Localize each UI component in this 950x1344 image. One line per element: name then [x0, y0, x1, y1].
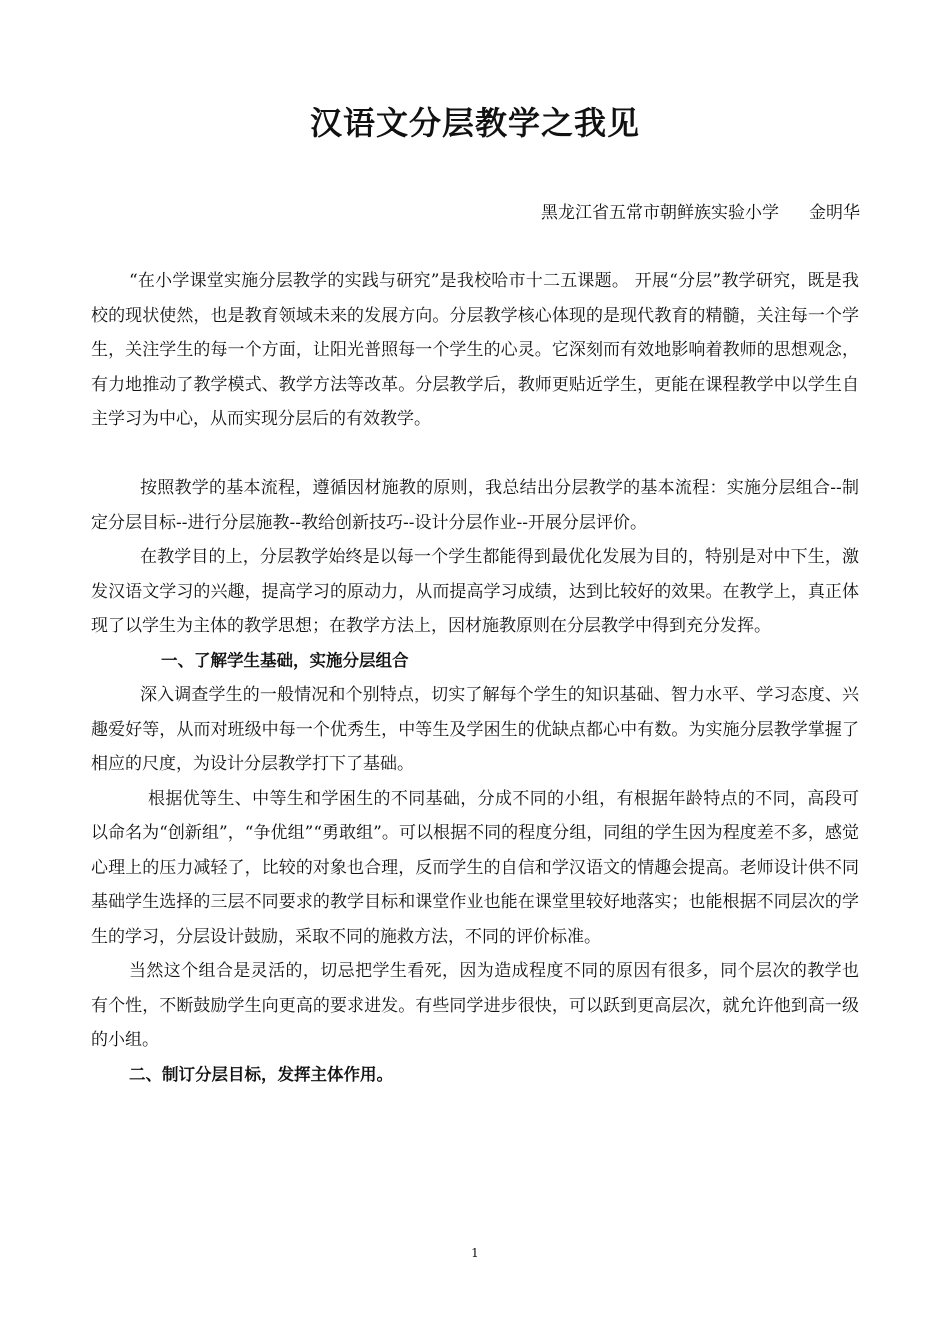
blank-line [91, 437, 859, 472]
author-line [541, 199, 860, 227]
paragraph-process: 按照教学的基本流程，遵循因材施教的原则，我总结出分层教学的基本流程：实施分层组合--制定分层目标--进行分层施教--教给创新技巧--设计分层作业--开展分层评价。 [91, 478, 859, 533]
document-body [91, 264, 859, 1092]
section-heading-2: 二、制订分层目标，发挥主体作用。 [129, 1064, 393, 1084]
author-name: 金明华 [809, 203, 860, 223]
paragraph-intro: “在小学课堂实施分层教学的实践与研究”是我校哈市十二五课题。 开展“分层”教学研究，既是我校的现状使然，也是教育领域未来的发展方向。分层教学核心体现的是现代教育的精髓，关注每一个学生，关注学生的每一个方面，让阳光普照每一个学生的心灵。它深刻而有效地影响着教师的思想观念，有力地推动了教学模式、教学方法等改革。分层教学后，教师更贴近学生，更能在课程教学中以学生自主学习为中心，从而实现分层后的有效教学。 [91, 271, 859, 429]
paragraph-grouping: 根据优等生、中等生和学困生的不同基础，分成不同的小组，有根据年龄特点的不同，高段可以命名为“创新组”，“争优组”“勇敢组”。可以根据不同的程度分组，同组的学生因为程度差不多，感觉心理上的压力减轻了，比较的对象也合理，反而学生的自信和学汉语文的情趣会提高。老师设计供不同基础学生选择的三层不同要求的教学目标和课堂作业也能在课堂里较好地落实；也能根据不同层次的学生的学习，分层设计鼓励，采取不同的施救方法，不同的评价标准。 [91, 788, 859, 947]
document-title: 汉语文分层教学之我见 [309, 104, 640, 142]
section-heading-1: 一、了解学生基础，实施分层组合 [161, 650, 409, 670]
author-school: 黑龙江省五常市朝鲜族实验小学 [541, 203, 779, 223]
paragraph-goal: 在教学目的上，分层教学始终是以每一个学生都能得到最优化发展为目的，特别是对中下生，激发汉语文学习的兴趣，提高学习的原动力，从而提高学习成绩，达到比较好的效果。在教学上，真正体现了以学生为主体的教学思想；在教学方法上，因材施教原则在分层教学中得到充分发挥。 [91, 547, 859, 636]
page-number: 1 [471, 1246, 479, 1260]
paragraph-survey: 深入调查学生的一般情况和个别特点，切实了解每个学生的知识基础、智力水平、学习态度、兴趣爱好等，从而对班级中每一个优秀生，中等生及学困生的优缺点都心中有数。为实施分层教学掌握了相应的尺度，为设计分层教学打下了基础。 [91, 685, 859, 774]
paragraph-flexible: 当然这个组合是灵活的，切忌把学生看死，因为造成程度不同的原因有很多，同个层次的教学也有个性，不断鼓励学生向更高的要求进发。有些同学进步很快，可以跃到更高层次，就允许他到高一级的小组。 [91, 961, 859, 1050]
